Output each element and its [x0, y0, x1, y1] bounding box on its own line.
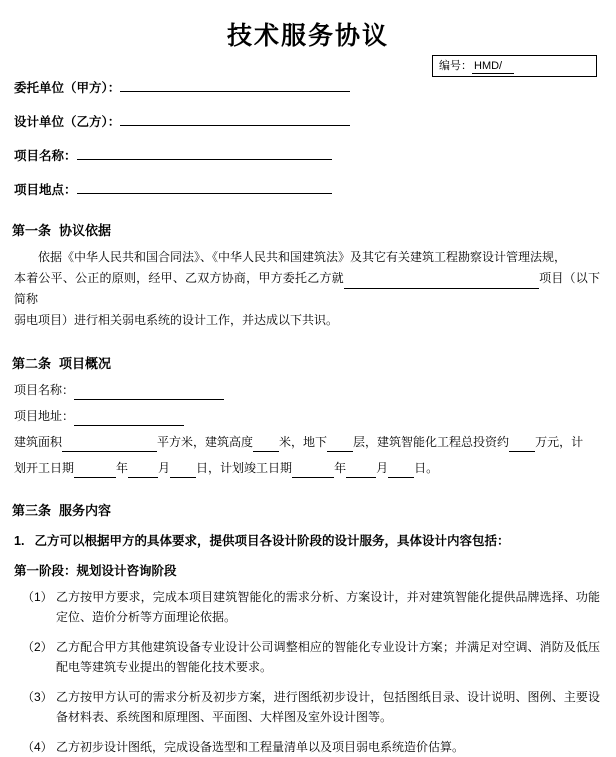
- list-item: [22, 587, 600, 627]
- overview-end-month-blank: [346, 464, 376, 478]
- party-label-project-location: 项目地点：: [14, 183, 77, 197]
- party-row-designer: [14, 112, 616, 130]
- overview-project-name-label: 项目名称：: [14, 383, 75, 397]
- service-lead-number: 1.: [14, 534, 25, 548]
- list-item-text: 乙方按甲方认可的需求分析及初步方案，进行图纸初步设计，包括图纸目录、设计说明、图例、主要设备材料表、系统图和原理图、平面图、大样图及室外设计图等。: [56, 690, 600, 724]
- overview-start-year-blank: [74, 464, 116, 478]
- party-block: [0, 78, 616, 198]
- overview-plan-c: 月: [158, 461, 171, 475]
- party-fill-designer: [120, 113, 350, 126]
- party-row-project-name: [14, 146, 616, 164]
- list-item: [22, 737, 600, 757]
- section-head-2: [0, 353, 616, 372]
- section-1-number: 第一条: [12, 223, 52, 238]
- overview-schedule-line: [14, 458, 602, 478]
- party-row-project-location: [14, 180, 616, 198]
- overview-project-name-blank: [74, 386, 224, 400]
- section-1-paragraph-1: 依据《中华人民共和国合同法》、《中华人民共和国建筑法》及其它有关建筑工程勘察设计管理法规，: [38, 250, 567, 264]
- party-label-designer: 设计单位（乙方）：: [14, 115, 121, 129]
- section-1-blank-project: [344, 275, 539, 289]
- serial-number-box: [432, 55, 597, 77]
- serial-value: HMD/: [472, 59, 514, 74]
- party-row-client: [14, 78, 616, 96]
- overview-project-address-blank: [74, 412, 184, 426]
- overview-underground-blank: [327, 438, 353, 452]
- service-lead-item: [14, 531, 602, 551]
- section-2-number: 第二条: [12, 356, 52, 371]
- list-item: [22, 687, 600, 727]
- list-item-number: （4）: [22, 740, 53, 754]
- page-title: 技术服务协议: [226, 22, 389, 50]
- list-item-text: 乙方配合甲方其他建筑设备专业设计公司调整相应的智能化专业设计方案；并满足对空调、消防及低压配电等建筑专业提出的智能化技术要求。: [56, 640, 600, 674]
- section-1-paragraph-2a: 本着公平、公正的原则，经甲、乙双方协商，甲方委托乙方就: [14, 271, 344, 285]
- party-fill-project-name: [77, 147, 332, 160]
- overview-plan-b: 年: [116, 461, 129, 475]
- list-item-text: 乙方按甲方要求，完成本项目建筑智能化的需求分析、方案设计，并对建筑智能化提供品牌选择、功能定位、造价分析等方面理论依据。: [56, 590, 600, 624]
- list-item-text: 乙方初步设计图纸，完成设备选型和工程量清单以及项目弱电系统造价估算。: [56, 740, 465, 754]
- serial-label: 编号：: [439, 60, 472, 72]
- party-label-client: 委托单位（甲方）：: [14, 81, 121, 95]
- document-page: [0, 10, 616, 754]
- section-1-paragraph-2b: 项目（以下简称: [14, 271, 600, 306]
- section-3-title: 服务内容: [59, 503, 112, 518]
- overview-area-c: 米，地下: [279, 435, 328, 449]
- party-fill-client: [120, 79, 350, 92]
- section-head-3: [0, 500, 616, 519]
- section-2-title: 项目概况: [59, 356, 112, 371]
- overview-project-address-label: 项目地址：: [14, 409, 75, 423]
- list-item-number: （3）: [22, 690, 53, 704]
- overview-end-year-blank: [292, 464, 334, 478]
- overview-area-a: 建筑面积: [14, 435, 63, 449]
- overview-project-name: [14, 380, 602, 400]
- overview-area-d: 层，建筑智能化工程总投资约: [353, 435, 510, 449]
- overview-area-blank: [62, 438, 157, 452]
- overview-end-day-blank: [388, 464, 414, 478]
- overview-start-month-blank: [128, 464, 158, 478]
- overview-plan-e: 年: [334, 461, 347, 475]
- stage-one-heading: 第一阶段：规划设计咨询阶段: [14, 564, 177, 578]
- overview-project-address: [14, 406, 602, 426]
- overview-area-e: 万元，计: [535, 435, 584, 449]
- list-item-number: （1）: [22, 590, 53, 604]
- overview-plan-a: 划开工日期: [14, 461, 75, 475]
- section-1-paragraph-2: [14, 268, 600, 310]
- section-head-1: [0, 220, 616, 239]
- section-1-title: 协议依据: [59, 223, 112, 238]
- list-item: [22, 637, 600, 677]
- overview-area-b: 平方米，建筑高度: [157, 435, 254, 449]
- overview-height-blank: [253, 438, 279, 452]
- section-3-number: 第三条: [12, 503, 52, 518]
- section-1-paragraph-3: 弱电项目）进行相关弱电系统的设计工作，并达成以下共识。: [14, 313, 339, 327]
- overview-start-day-blank: [170, 464, 196, 478]
- overview-investment-blank: [509, 438, 535, 452]
- overview-area-line: [14, 432, 602, 452]
- party-fill-project-location: [77, 181, 332, 194]
- list-item-number: （2）: [22, 640, 53, 654]
- overview-plan-g: 日。: [414, 461, 439, 475]
- party-label-project-name: 项目名称：: [14, 149, 77, 163]
- overview-plan-f: 月: [376, 461, 389, 475]
- service-lead-text: 乙方可以根据甲方的具体要求，提供项目各设计阶段的设计服务，具体设计内容包括：: [34, 534, 510, 548]
- overview-plan-d: 日，计划竣工日期: [196, 461, 293, 475]
